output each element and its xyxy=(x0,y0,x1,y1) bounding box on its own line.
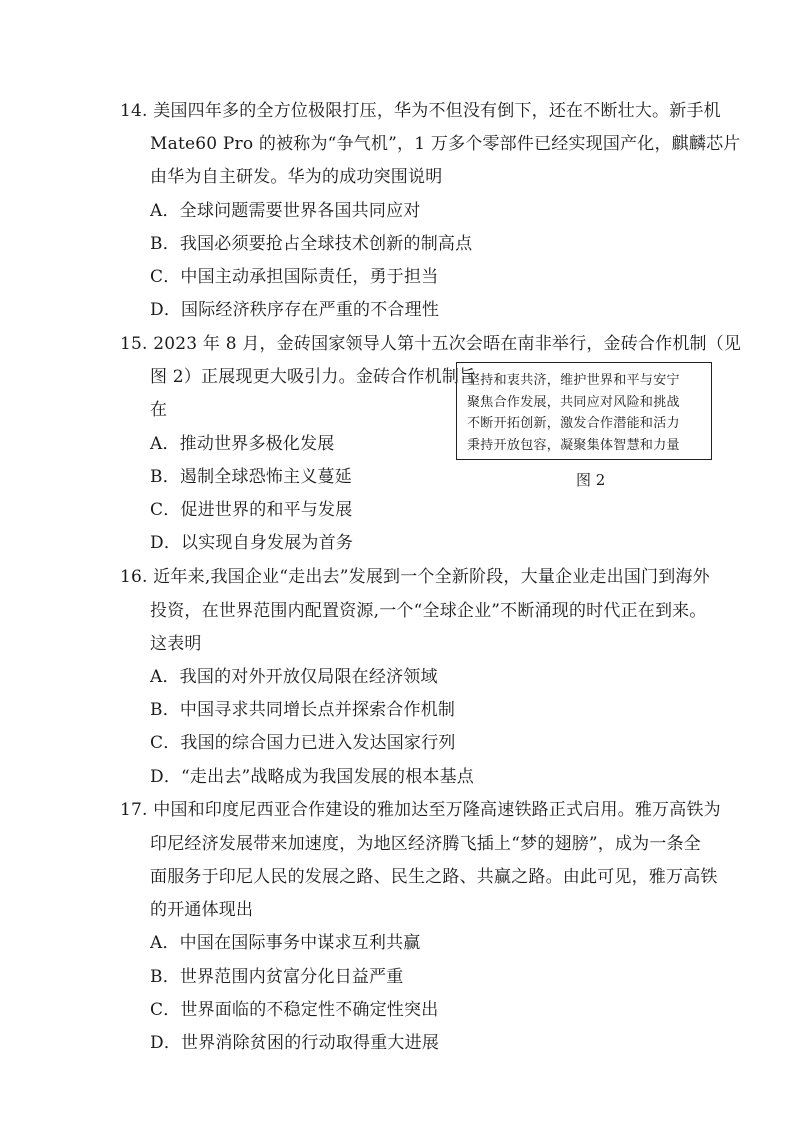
figure-2-line-1: 坚持和衷共济，维护世界和平与安宁 xyxy=(467,373,680,388)
figure-2-line-4: 秉持开放包容，凝聚集体智慧和力量 xyxy=(467,437,680,453)
q15-stem-line-1: 15. 2023 年 8 月，金砖国家领导人第十五次会晤在南非举行，金砖合作机制（见 xyxy=(120,334,742,354)
q15-option-c: C．促进世界的和平与发展 xyxy=(150,500,353,520)
q14-option-d: D．国际经济秩序存在严重的不合理性 xyxy=(150,300,440,320)
q14-stem-line-3: 由华为自主研发。华为的成功突围说明 xyxy=(150,167,443,187)
figure-2-line-3: 不断开拓创新，激发合作潜能和活力 xyxy=(467,416,680,431)
q15-option-d: D．以实现自身发展为首务 xyxy=(150,533,354,553)
q16-stem-line-2: 投资，在世界范围内配置资源,一个“全球企业”不断涌现的时代正在到来。 xyxy=(150,601,707,621)
q17-option-d: D．世界消除贫困的行动取得重大进展 xyxy=(150,1033,440,1053)
q17-option-b: B．世界范围内贫富分化日益严重 xyxy=(150,967,404,987)
q15-stem-line-2: 图 2）正展现更大吸引力。金砖合作机制旨 xyxy=(150,367,477,387)
figure-2-line-2: 聚焦合作发展，共同应对风险和挑战 xyxy=(467,394,680,410)
q15-option-b: B．遏制全球恐怖主义蔓延 xyxy=(150,467,352,487)
q17-option-a: A．中国在国际事务中谋求互利共赢 xyxy=(150,933,421,953)
q16-stem-line-1: 16. 近年来,我国企业“走出去”发展到一个全新阶段，大量企业走出国门到海外 xyxy=(120,567,710,587)
q15-stem-line-3: 在 xyxy=(150,400,168,420)
q17-stem-line-4: 的开通体现出 xyxy=(150,900,254,920)
q14-option-a: A．全球问题需要世界各国共同应对 xyxy=(150,201,421,221)
q17-stem-line-1: 17. 中国和印度尼西亚合作建设的雅加达至万隆高速铁路正式启用。雅万高铁为 xyxy=(120,800,721,820)
figure-2-box xyxy=(456,362,712,460)
q16-option-c: C．我国的综合国力已进入发达国家行列 xyxy=(150,733,456,753)
q16-option-a: A．我国的对外开放仅局限在经济领域 xyxy=(150,667,438,687)
q14-option-b: B．我国必须要抢占全球技术创新的制高点 xyxy=(150,234,473,254)
q17-stem-line-3: 面服务于印尼人民的发展之路、民生之路、共赢之路。由此可见，雅万高铁 xyxy=(150,867,718,887)
q14-stem-line-2: Mate60 Pro 的被称为“争气机”，1 万多个零部件已经实现国产化，麒麟芯片 xyxy=(150,134,741,154)
q15-option-a: A．推动世界多极化发展 xyxy=(150,434,335,454)
q17-stem-line-2: 印尼经济发展带来加速度，为地区经济腾飞插上“梦的翅膀”，成为一条全 xyxy=(150,834,701,854)
q16-option-b: B．中国寻求共同增长点并探索合作机制 xyxy=(150,700,456,720)
q14-option-c: C．中国主动承担国际责任，勇于担当 xyxy=(150,267,439,287)
q16-option-d: D．“走出去”战略成为我国发展的根本基点 xyxy=(150,767,475,787)
q17-option-c: C．世界面临的不稳定性不确定性突出 xyxy=(150,1000,439,1020)
q16-stem-line-3: 这表明 xyxy=(150,634,202,654)
figure-2-caption: 图 2 xyxy=(576,471,606,489)
q14-stem-line-1: 14. 美国四年多的全方位极限打压，华为不但没有倒下，还在不断壮大。新手机 xyxy=(120,101,721,121)
